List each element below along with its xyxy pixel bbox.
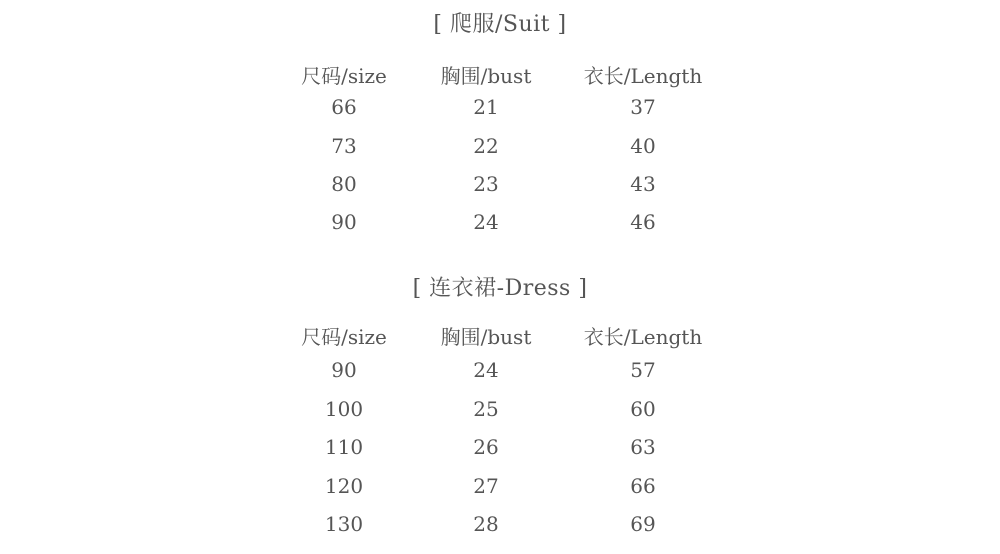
suit-row-1-size: 66: [331, 95, 357, 119]
suit-row-2-length: 40: [630, 134, 656, 158]
dress-row-1-bust: 24: [473, 358, 499, 382]
suit-section-title: [ 爬服/Suit ]: [433, 12, 567, 37]
dress-row-2-size: 100: [324, 397, 364, 421]
dress-row-3-length: 63: [630, 435, 656, 459]
dress-row-5-length: 69: [630, 512, 656, 536]
suit-row-1-bust: 21: [473, 95, 499, 119]
suit-row-1-length: 37: [630, 95, 656, 119]
dress-row-3-bust: 26: [473, 435, 499, 459]
dress-row-1-length: 57: [630, 358, 656, 382]
dress-row-2-length: 60: [630, 397, 656, 421]
dress-row-1-size: 90: [331, 358, 357, 382]
suit-row-4-size: 90: [331, 210, 357, 234]
suit-header-size: 尺码/size: [301, 64, 387, 88]
dress-row-4-bust: 27: [473, 474, 499, 498]
dress-row-5-size: 130: [324, 512, 364, 536]
dress-row-5-bust: 28: [473, 512, 499, 536]
dress-header-bust: 胸围/bust: [440, 325, 532, 349]
suit-row-4-length: 46: [630, 210, 656, 234]
suit-row-2-size: 73: [331, 134, 357, 158]
suit-header-length: 衣长/Length: [583, 64, 703, 88]
suit-header-bust: 胸围/bust: [440, 64, 532, 88]
suit-row-3-size: 80: [331, 172, 357, 196]
suit-row-3-length: 43: [630, 172, 656, 196]
dress-header-length: 衣长/Length: [583, 325, 703, 349]
suit-row-4-bust: 24: [473, 210, 499, 234]
suit-row-3-bust: 23: [473, 172, 499, 196]
dress-row-4-size: 120: [324, 474, 364, 498]
dress-row-4-length: 66: [630, 474, 656, 498]
dress-header-size: 尺码/size: [301, 325, 387, 349]
dress-row-2-bust: 25: [473, 397, 499, 421]
dress-row-3-size: 110: [324, 435, 364, 459]
dress-section-title: [ 连衣裙-Dress ]: [412, 276, 588, 301]
suit-row-2-bust: 22: [473, 134, 499, 158]
